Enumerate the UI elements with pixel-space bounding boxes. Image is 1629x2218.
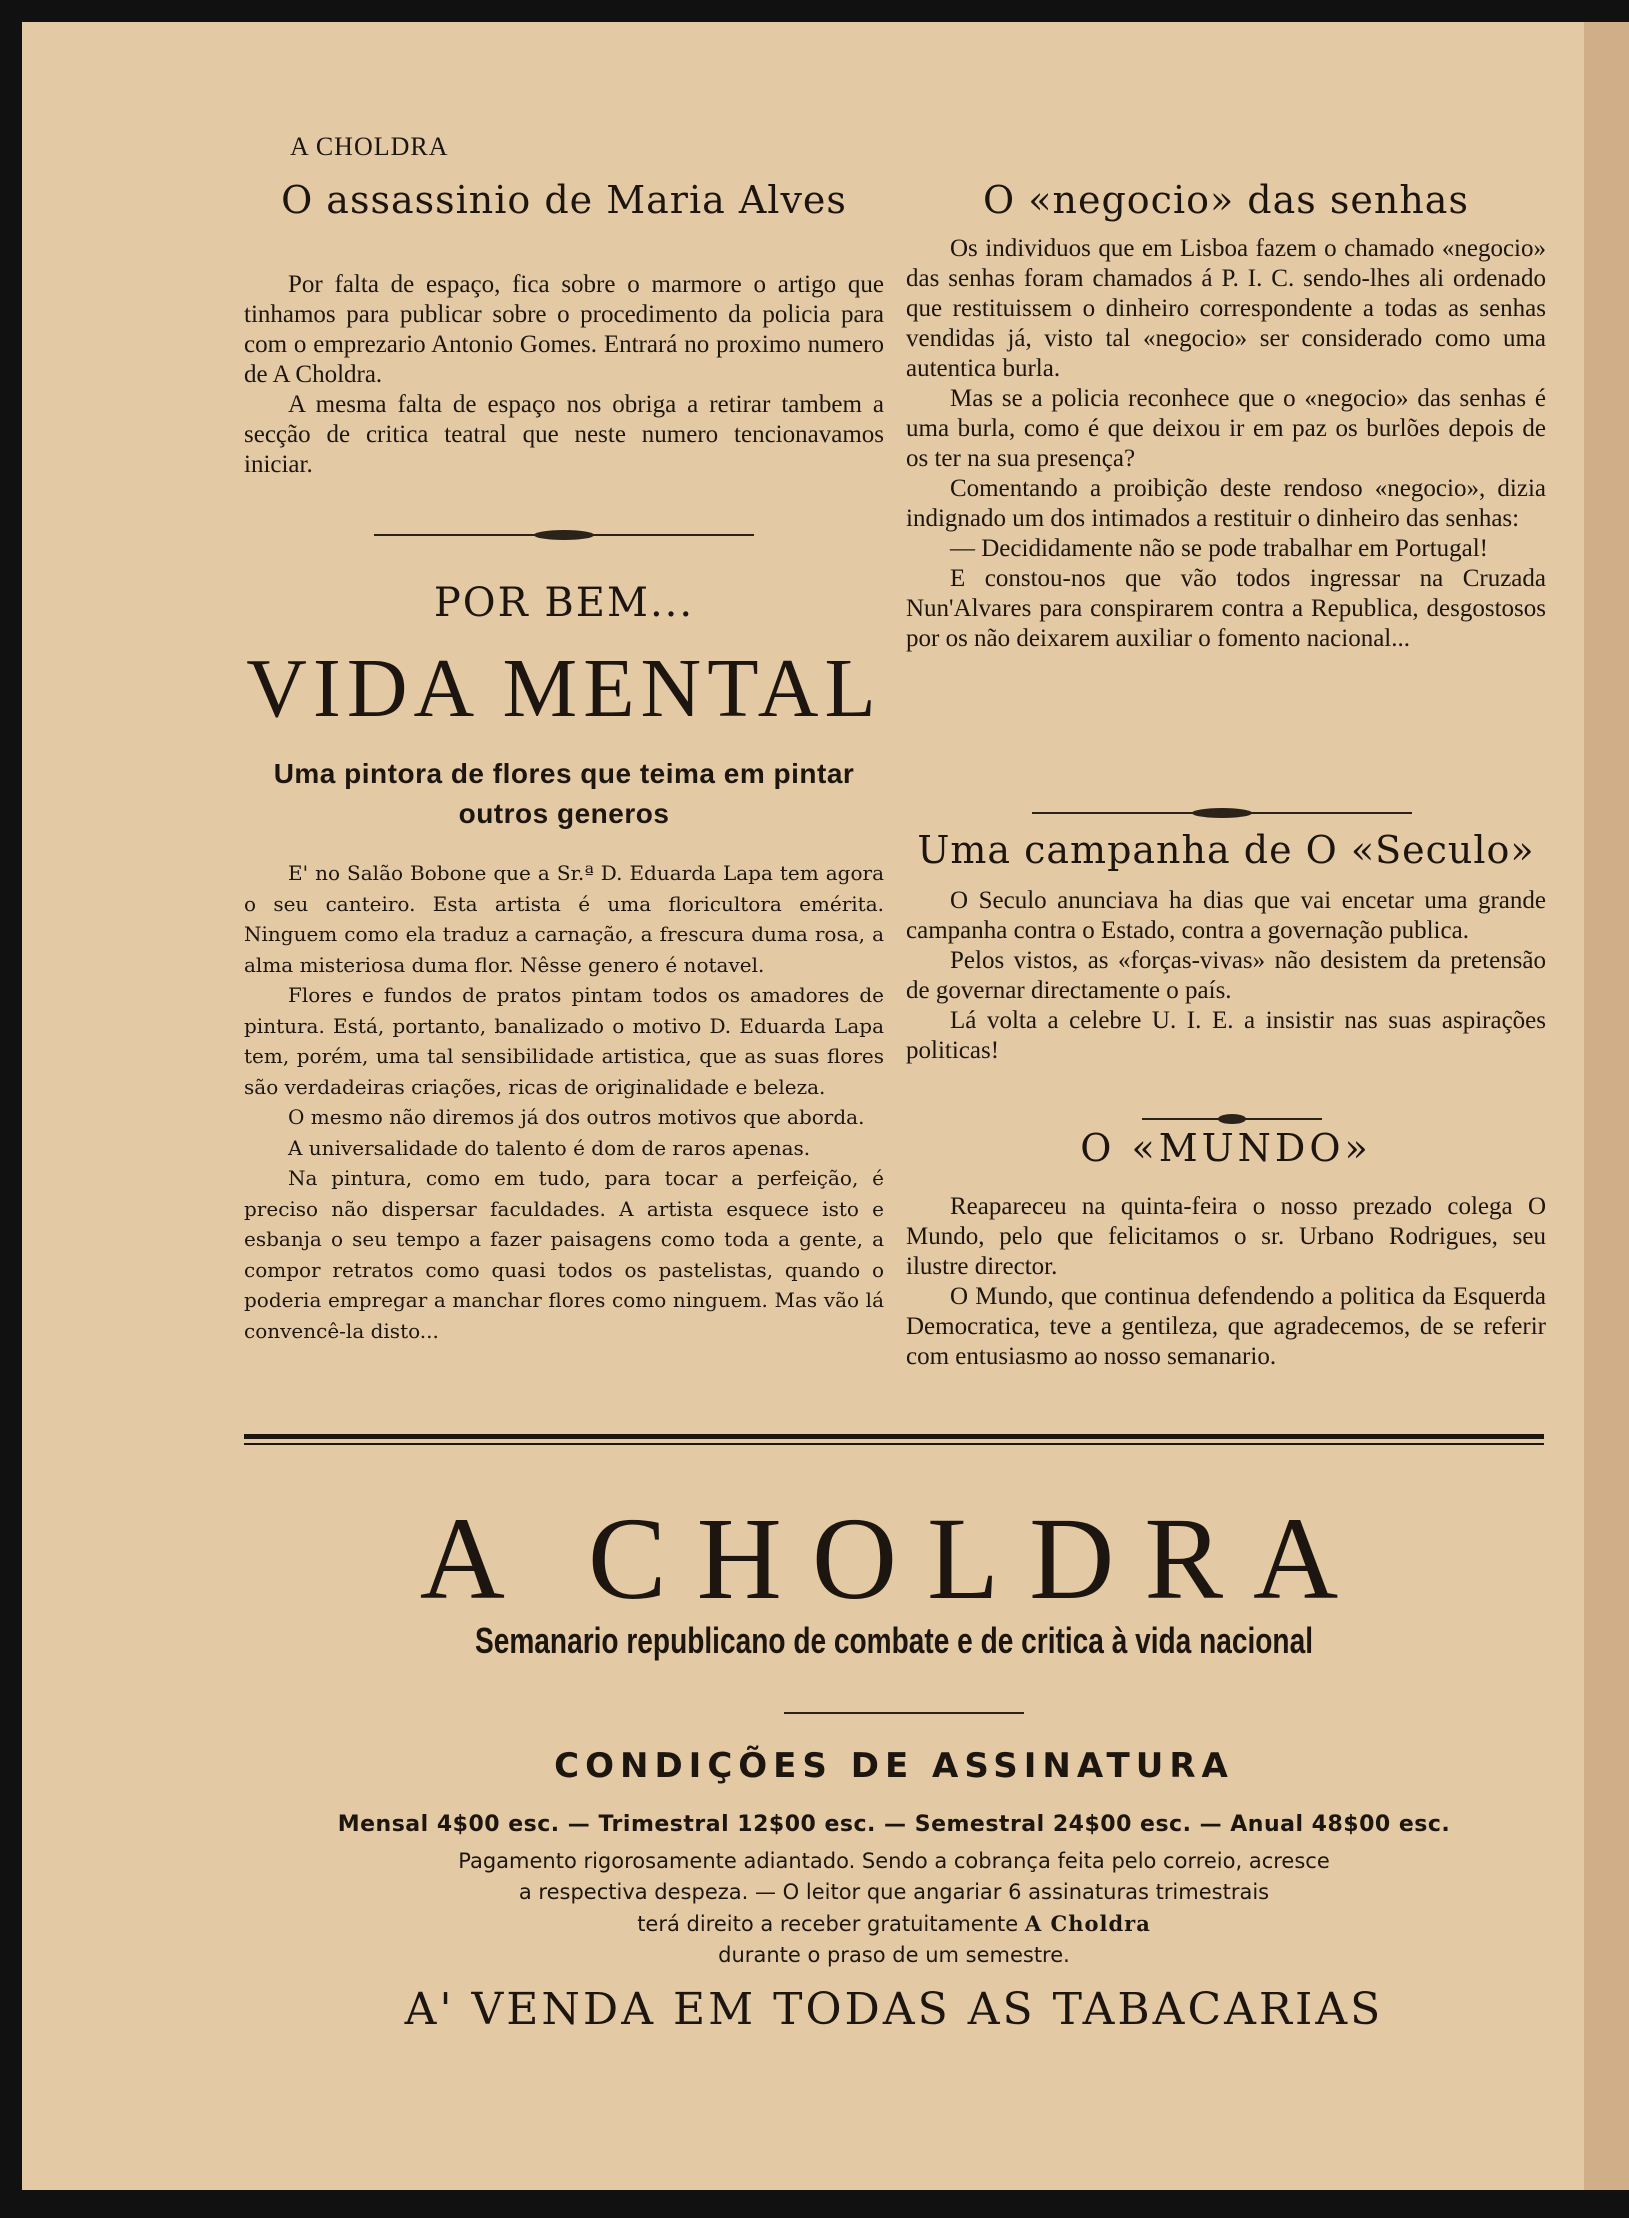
article-title-mundo: O «MUNDO» (1080, 1126, 1372, 1170)
paragraph: A mesma falta de espaço nos obriga a retirar tambem a secção de critica teatral que neste numero tencionavamos iniciar. (244, 391, 884, 478)
subscription-prices: Mensal 4$00 esc. — Trimestral 12$00 esc. — Semestral 24$00 esc. — Anual 48$00 esc. (337, 1812, 1451, 1837)
running-title: A CHOLDRA (290, 132, 449, 161)
paragraph: O Seculo anunciava ha dias que vai encetar uma grande campanha contra o Estado, contra a governação publica. (906, 887, 1546, 944)
section-kicker: POR BEM... (433, 580, 695, 626)
article-body-negocio (906, 234, 1546, 654)
terms-line: durante o praso de um semestre. (718, 1943, 1070, 1967)
article-body-assassinio (244, 270, 884, 480)
paragraph: E constou-nos que vão todos ingressar na Cruzada Nun'Alvares para conspirarem contra a Republica, desgostosos por os não deixarem auxiliar o fomento nacional... (906, 565, 1546, 652)
paragraph: A universalidade do talento é dom de raros apenas. (288, 1135, 811, 1160)
short-rule (784, 1712, 1024, 1714)
paragraph: Pelos vistos, as «forças-vivas» não desistem da pretensão de governar directamente o país. (906, 947, 1546, 1004)
divider-ornament (1032, 808, 1412, 818)
thick-rule (244, 1434, 1544, 1439)
masthead: A CHOLDRA (419, 1493, 1369, 1624)
brand-name: A Choldra (1024, 1911, 1151, 1936)
adjacent-page-strip (1584, 22, 1629, 2190)
paragraph: Lá volta a celebre U. I. E. a insistir nas suas aspirações politicas! (906, 1007, 1546, 1064)
paragraph: — Decididamente não se pode trabalhar em Portugal! (950, 535, 1489, 562)
paragraph: O Mundo, que continua defendendo a politica da Esquerda Democratica, teve a gentileza, que agradecemos, de se referir com entusiasmo ao nosso semanario. (906, 1283, 1546, 1370)
thin-rule (244, 1443, 1544, 1445)
article-body-mundo (906, 1192, 1546, 1372)
terms-text: terá direito a receber gratuitamente (637, 1912, 1019, 1936)
paragraph: Mas se a policia reconhece que o «negocio» das senhas é uma burla, como é que deixou ir em paz os burlões depois de os ter na sua presença? (906, 385, 1546, 472)
terms-line (244, 1908, 1544, 1940)
terms-line: a respectiva despeza. — O leitor que angariar 6 assinaturas trimestrais (518, 1880, 1270, 1904)
tagline: Semanario republicano de combate e de critica à vida nacional (474, 1620, 1314, 1661)
paragraph: Comentando a proibição deste rendoso «negocio», dizia indignado um dos intimados a restituir o dinheiro das senhas: (906, 475, 1546, 532)
newspaper-page (22, 22, 1584, 2190)
conditions-title: CONDIÇÕES DE ASSINATURA (554, 1746, 1234, 1786)
paragraph: Na pintura, como em tudo, para tocar a perfeição, é preciso não dispersar faculdades. A artista esquece isto e esbanja o seu tempo a fazer paisagens como toda a gente, a compor retratos como quasi todos os pastelistas, quando o poderia empregar a manchar flores como ninguem. Mas vão lá convencê-la disto... (244, 1166, 884, 1343)
article-title-negocio: O «negocio» das senhas (983, 178, 1469, 222)
paragraph: Por falta de espaço, fica sobre o marmore o artigo que tinhamos para publicar sobre o procedimento da policia para com o emprezario Antonio Gomes. Entrará no proximo numero de A Choldra. (244, 271, 884, 388)
sale-notice: A' VENDA EM TODAS AS TABACARIAS (404, 1984, 1384, 2035)
paragraph: Reapareceu na quinta-feira o nosso prezado colega O Mundo, pelo que felicitamos o sr. Urbano Rodrigues, seu ilustre director. (906, 1193, 1546, 1280)
article-subtitle-line1: Uma pintora de flores que teima em pintar (273, 758, 855, 789)
paragraph: O mesmo não diremos já dos outros motivos que aborda. (288, 1105, 865, 1129)
divider-ornament-small (1142, 1114, 1322, 1124)
article-title-assassinio: O assassinio de Maria Alves (281, 178, 847, 222)
paragraph: Os individuos que em Lisboa fazem o chamado «negocio» das senhas foram chamados á P. I. C. sendo-lhes ali ordenado que restituissem o dinheiro correspondente a todas as senhas vendidas já, visto tal «negocio» ser considerado como uma autentica burla. (906, 235, 1546, 382)
article-subtitle-line2: outros generos (458, 798, 670, 829)
article-body-seculo (906, 886, 1546, 1066)
article-body-vida-mental (244, 858, 884, 1346)
subscription-terms (244, 1846, 1544, 1971)
section-title-vida-mental: VIDA MENTAL (246, 642, 882, 735)
paragraph: Flores e fundos de pratos pintam todos os amadores de pintura. Está, portanto, banalizado o motivo D. Eduarda Lapa tem, porém, uma tal sensibilidade artistica, que as suas flores são verdadeiras criações, ricas de originalidade e beleza. (244, 983, 884, 1099)
divider-ornament (374, 530, 754, 540)
terms-line: Pagamento rigorosamente adiantado. Sendo a cobrança feita pelo correio, acresce (458, 1849, 1330, 1873)
article-title-seculo: Uma campanha de O «Seculo» (917, 828, 1535, 872)
paragraph: E' no Salão Bobone que a Sr.ª D. Eduarda Lapa tem agora o seu canteiro. Esta artista é uma floricultora emérita. Ninguem como ela traduz a carnação, a frescura duma rosa, a alma misteriosa duma flor. Nêsse genero é notavel. (244, 861, 884, 977)
